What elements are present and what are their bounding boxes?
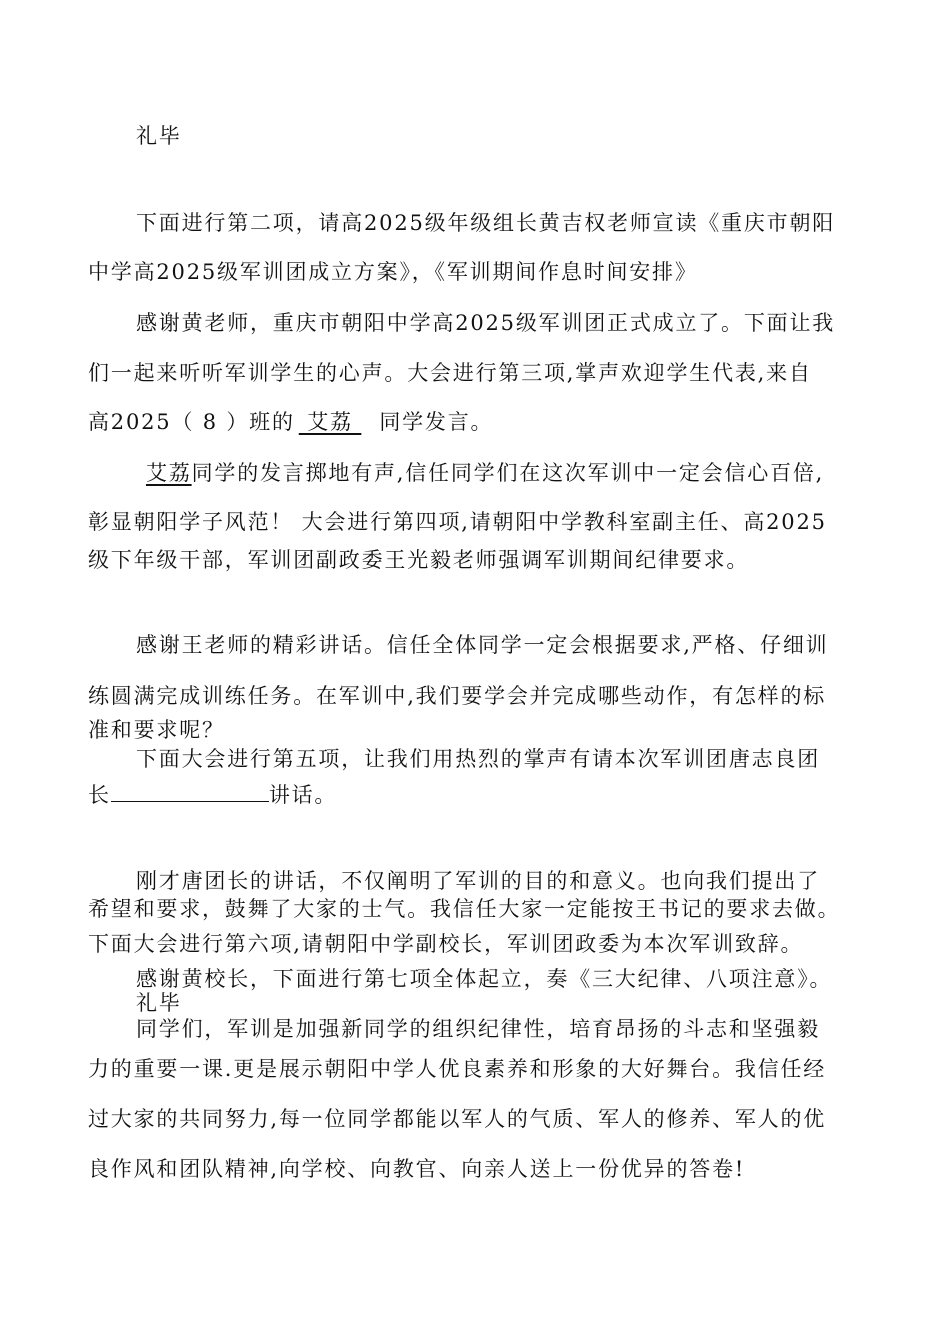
text-fragment: 同学的发言掷地有声,信任同学们在这次军训中一定会信心百倍, — [191, 461, 825, 485]
text-fragment: 长 — [88, 783, 111, 807]
text-fragment: 同学发言。 — [379, 410, 494, 434]
text-line: 们一起来听听军训学生的心声。大会进行第三项,掌声欢迎学生代表,来自 — [88, 361, 812, 385]
text-line: 礼毕 — [136, 991, 182, 1015]
text-line: 彰显朝阳学子风范！ 大会进行第四项,请朝阳中学教科室副主任、高2025 — [88, 510, 827, 534]
text-fragment: 讲话。 — [268, 783, 338, 807]
text-line: 力的重要一课.更是展示朝阳中学人优良素养和形象的大好舞台。我信任经 — [88, 1057, 827, 1081]
text-line: 级下年级干部，军训团副政委王光毅老师强调军训期间纪律要求。 — [88, 548, 750, 572]
text-line: 下面大会进行第六项,请朝阳中学副校长，军训团政委为本次军训致辞。 — [88, 932, 804, 956]
text-line — [88, 782, 878, 808]
text-fragment: 高2025（ 8 ）班的 — [88, 410, 295, 434]
text-line: 感谢黄校长，下面进行第七项全体起立，奏《三大纪律、八项注意》。 — [136, 967, 833, 991]
text-line: 中学高2025级军训团成立方案》，《军训期间作息时间安排》 — [88, 260, 698, 284]
text-line: 下面进行第二项，请高2025级年级组长黄吉权老师宣读《重庆市朝阳 — [136, 211, 836, 235]
text-line: 感谢黄老师，重庆市朝阳中学高2025级军训团正式成立了。下面让我 — [136, 311, 836, 335]
text-line: 刚才唐团长的讲话，不仅阐明了军训的目的和意义。也向我们提出了 — [136, 869, 820, 893]
text-line: 下面大会进行第五项，让我们用热烈的掌声有请本次军训团唐志良团 — [136, 747, 820, 771]
text-line: 希望和要求，鼓舞了大家的士气。我信任大家一定能按王书记的要求去做。 — [88, 897, 841, 921]
text-line: 良作风和团队精神,向学校、向教官、向亲人送上一份优异的答卷! — [88, 1157, 746, 1181]
text-line: 准和要求呢？ — [88, 718, 225, 742]
text-line — [88, 409, 878, 435]
text-line: 练圆满完成训练任务。在军训中,我们要学会并完成哪些动作，有怎样的标 — [88, 684, 827, 708]
text-line: 同学们，军训是加强新同学的组织纪律性，培育昂扬的斗志和坚强毅 — [136, 1017, 820, 1041]
text-line — [146, 460, 936, 486]
text-line: 过大家的共同努力,每一位同学都能以军人的气质、军人的修养、军人的优 — [88, 1107, 827, 1131]
student-name: 艾荔 — [298, 410, 362, 434]
text-line: 礼毕 — [136, 124, 182, 148]
fill-in-blank — [111, 783, 269, 802]
student-name: 艾荔 — [146, 461, 192, 485]
text-line: 感谢王老师的精彩讲话。信任全体同学一定会根据要求,严格、仔细训 — [136, 633, 829, 657]
